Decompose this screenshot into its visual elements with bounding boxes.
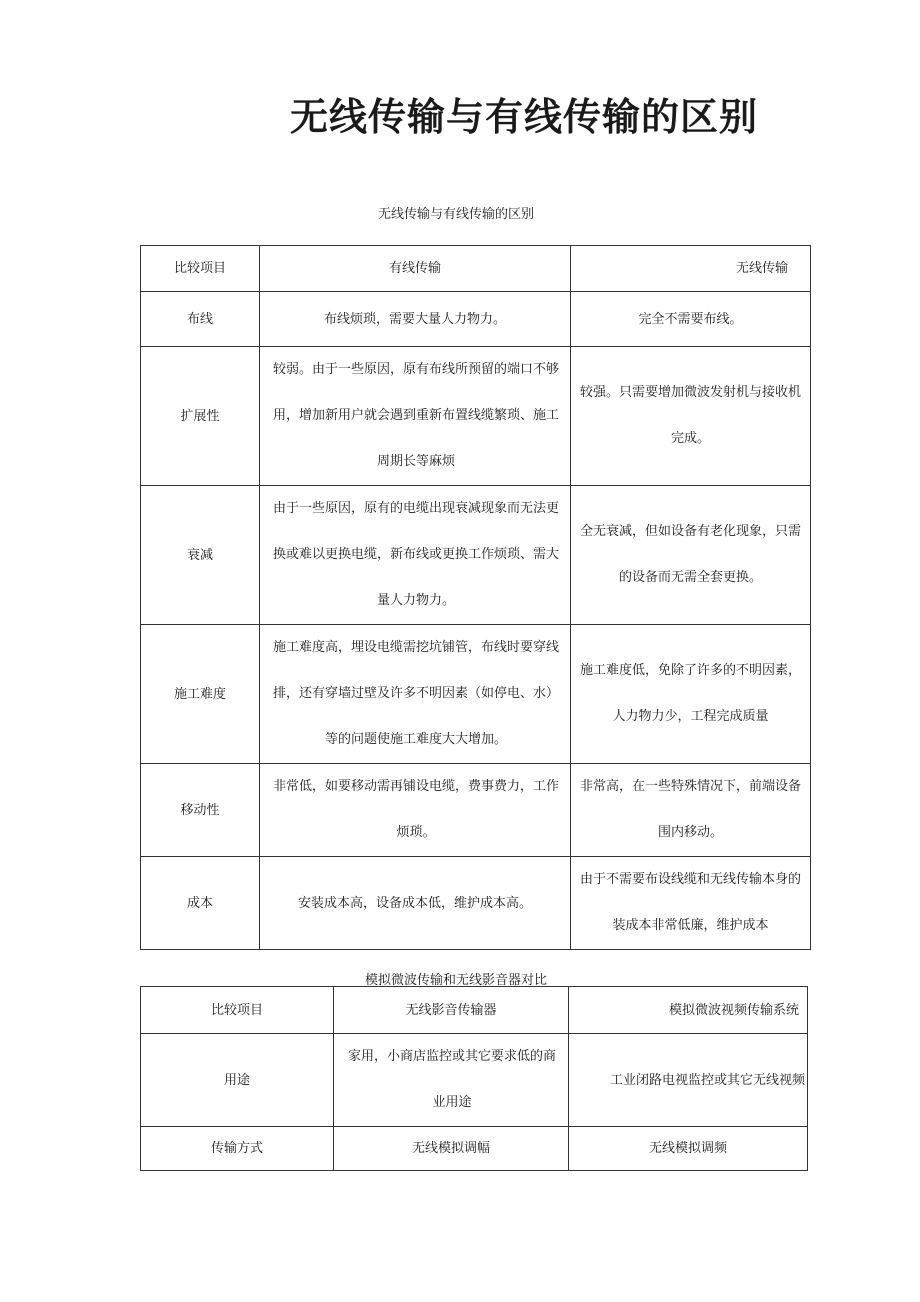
header-wired: 有线传输 [260,246,571,292]
row-item: 成本 [141,857,260,950]
header-item: 比较项目 [141,987,334,1034]
header-wireless: 无线传输 [571,246,811,292]
comparison-table-microwave [140,986,808,1171]
page-title: 无线传输与有线传输的区别 [290,94,759,139]
table-row [141,1034,808,1127]
header-microwave-system: 模拟微波视频传输系统 [569,987,808,1034]
row-wired: 较弱。由于一些原因，原有布线所预留的端口不够用，增加新用户就会遇到重新布置线缆繁琐、施工周期长等麻烦 [260,347,571,486]
row-wired: 施工难度高，埋设电缆需挖坑铺管，布线时要穿线排，还有穿墙过壁及许多不明因素（如停电、水）等的问题使施工难度大大增加。 [260,625,571,764]
table-header-row [141,987,808,1034]
row-item: 施工难度 [141,625,260,764]
table-row [141,292,811,347]
row-wired: 由于一些原因，原有的电缆出现衰减现象而无法更换或难以更换电缆，新布线或更换工作烦琐、需大量人力物力。 [260,486,571,625]
row-wired: 布线烦琐，需要大量人力物力。 [260,292,571,347]
row-wireless: 全无衰减，但如设备有老化现象，只需的设备而无需全套更换。 [571,486,811,625]
row-wireless: 非常高，在一些特殊情况下，前端设备围内移动。 [571,764,811,857]
row-col1: 家用，小商店监控或其它要求低的商业用途 [334,1034,569,1127]
table-row [141,486,811,625]
table-row [141,347,811,486]
row-col1: 无线模拟调幅 [334,1127,569,1171]
row-wired: 安装成本高，设备成本低，维护成本高。 [260,857,571,950]
table2-caption: 模拟微波传输和无线影音器对比 [364,973,547,988]
table-row [141,764,811,857]
table-header-row [141,246,811,292]
table-row [141,625,811,764]
table-row [141,1127,808,1171]
row-item: 传输方式 [141,1127,334,1171]
row-item: 移动性 [141,764,260,857]
row-item: 衰减 [141,486,260,625]
row-item: 扩展性 [141,347,260,486]
table1-caption: 无线传输与有线传输的区别 [377,207,534,222]
row-wireless: 完全不需要布线。 [571,292,811,347]
row-col2: 无线模拟调频 [569,1127,808,1171]
row-wired: 非常低，如要移动需再铺设电缆，费事费力，工作烦琐。 [260,764,571,857]
comparison-table-wired-wireless [140,245,811,950]
row-col2: 工业闭路电视监控或其它无线视频 [569,1034,808,1127]
row-wireless: 较强。只需要增加微波发射机与接收机完成。 [571,347,811,486]
header-item: 比较项目 [141,246,260,292]
table-row [141,857,811,950]
row-item: 布线 [141,292,260,347]
header-av-transmitter: 无线影音传输器 [334,987,569,1034]
row-item: 用途 [141,1034,334,1127]
row-wireless: 由于不需要布设线缆和无线传输本身的装成本非常低廉，维护成本 [571,857,811,950]
row-wireless: 施工难度低，免除了许多的不明因素，人力物力少，工程完成质量 [571,625,811,764]
